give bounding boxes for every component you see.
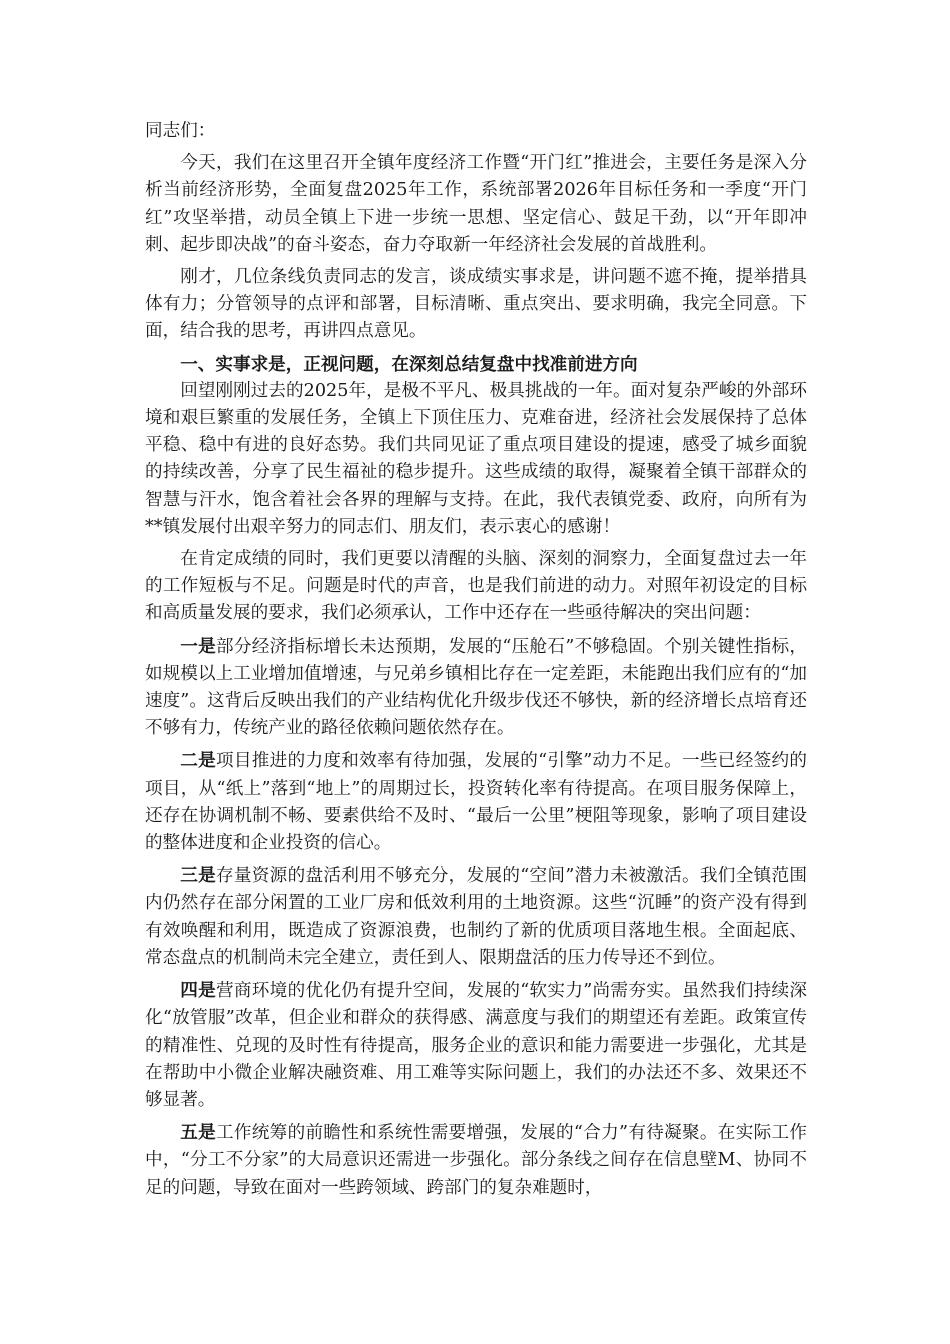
document-body bbox=[145, 118, 807, 1207]
salutation: 同志们： bbox=[145, 121, 216, 141]
opening-paragraph: 今天，我们在这里召开全镇年度经济工作暨“开门红”推进会，主要任务是深入分析当前经济形势，全面复盘2025年工作，系统部署2026年目标任务和一季度“开门红”攻坚举措，动员全镇上下进一步统一思想、坚定信心、鼓足干劲，以“开年即冲刺、起步即决战”的奋斗姿态，奋力夺取新一年经济社会发展的首战胜利。 bbox=[145, 153, 807, 255]
problem-item-1 bbox=[145, 633, 807, 743]
problem-item-2 bbox=[145, 747, 807, 857]
item-lead: 二是 bbox=[180, 750, 216, 772]
second-paragraph: 刚才，几位条线负责同志的发言，谈成绩实事求是，讲问题不遮不掩，提举措具体有力；分管领导的点评和部署，目标清晰、重点突出、要求明确，我完全同意。下面，结合我的思考，再讲四点意见。 bbox=[145, 267, 807, 342]
item-lead: 三是 bbox=[180, 865, 216, 887]
item-lead: 五是 bbox=[180, 1122, 216, 1144]
item-lead: 一是 bbox=[180, 635, 216, 657]
problem-item-5 bbox=[145, 1119, 807, 1202]
section-heading-1: 一、实事求是，正视问题，在深刻总结复盘中找准前进方向 bbox=[180, 353, 638, 375]
review-paragraph: 回望刚刚过去的2025年，是极不平凡、极具挑战的一年。面对复杂严峻的外部环境和艰巨繁重的发展任务，全镇上下顶住压力、克难奋进，经济社会发展保持了总体平稳、稳中有进的良好态势。我们共同见证了重点项目建设的提速，感受了城乡面貌的持续改善，分享了民生福祉的稳步提升。这些成绩的取得，凝聚着全镇干部群众的智慧与汗水，饱含着社会各界的理解与支持。在此，我代表镇党委、政府，向所有为**镇发展付出艰辛努力的同志们、朋友们，表示衷心的感谢！ bbox=[145, 380, 807, 537]
item-text: 项目推进的力度和效率有待加强，发展的“引擎”动力不足。一些已经签约的项目，从“纸上”落到“地上”的周期过长，投资转化率有待提高。在项目服务保障上，还存在协调机制不畅、要素供给不及时、“最后一公里”梗阻等现象，影响了项目建设的整体进度和企业投资的信心。 bbox=[145, 751, 807, 854]
problems-intro-paragraph: 在肯定成绩的同时，我们更要以清醒的头脑、深刻的洞察力，全面复盘过去一年的工作短板与不足。问题是时代的声音，也是我们前进的动力。对照年初设定的目标和高质量发展的要求，我们必须承认，工作中还存在一些亟待解决的突出问题： bbox=[145, 549, 807, 624]
item-lead: 四是 bbox=[180, 980, 216, 1002]
item-text: 部分经济指标增长未达预期，发展的“压舱石”不够稳固。个别关键性指标，如规模以上工业增加值增速，与兄弟乡镇相比存在一定差距，未能跑出我们应有的“加速度”。这背后反映出我们的产业结构优化升级步伐还不够快，新的经济增长点培育还不够有力，传统产业的路径依赖问题依然存在。 bbox=[145, 636, 807, 739]
item-text: 工作统筹的前瞻性和系统性需要增强，发展的“合力”有待凝聚。在实际工作中，“分工不分家”的大局意识还需进一步强化。部分条线之间存在信息壁M、协同不足的问题，导致在面对一些跨领域、跨部门的复杂难题时， bbox=[145, 1123, 807, 1198]
item-text: 营商环境的优化仍有提升空间，发展的“软实力”尚需夯实。虽然我们持续深化“放管服”改革，但企业和群众的获得感、满意度与我们的期望还有差距。政策宣传的精准性、兑现的及时性有待提高，服务企业的意识和能力需要进一步强化，尤其是在帮助中小微企业解决融资难、用工难等实际问题上，我们的办法还不多、效果还不够显著。 bbox=[145, 981, 807, 1110]
problem-item-4 bbox=[145, 977, 807, 1114]
problem-item-3 bbox=[145, 862, 807, 972]
item-text: 存量资源的盘活利用不够充分，发展的“空间”潜力未被激活。我们全镇范围内仍然存在部分闲置的工业厂房和低效利用的土地资源。这些“沉睡”的资产没有得到有效唤醒和利用，既造成了资源浪费，也制约了新的优质项目落地生根。全面起底、常态盘点的机制尚未完全建立，责任到人、限期盘活的压力传导还不到位。 bbox=[145, 866, 807, 968]
